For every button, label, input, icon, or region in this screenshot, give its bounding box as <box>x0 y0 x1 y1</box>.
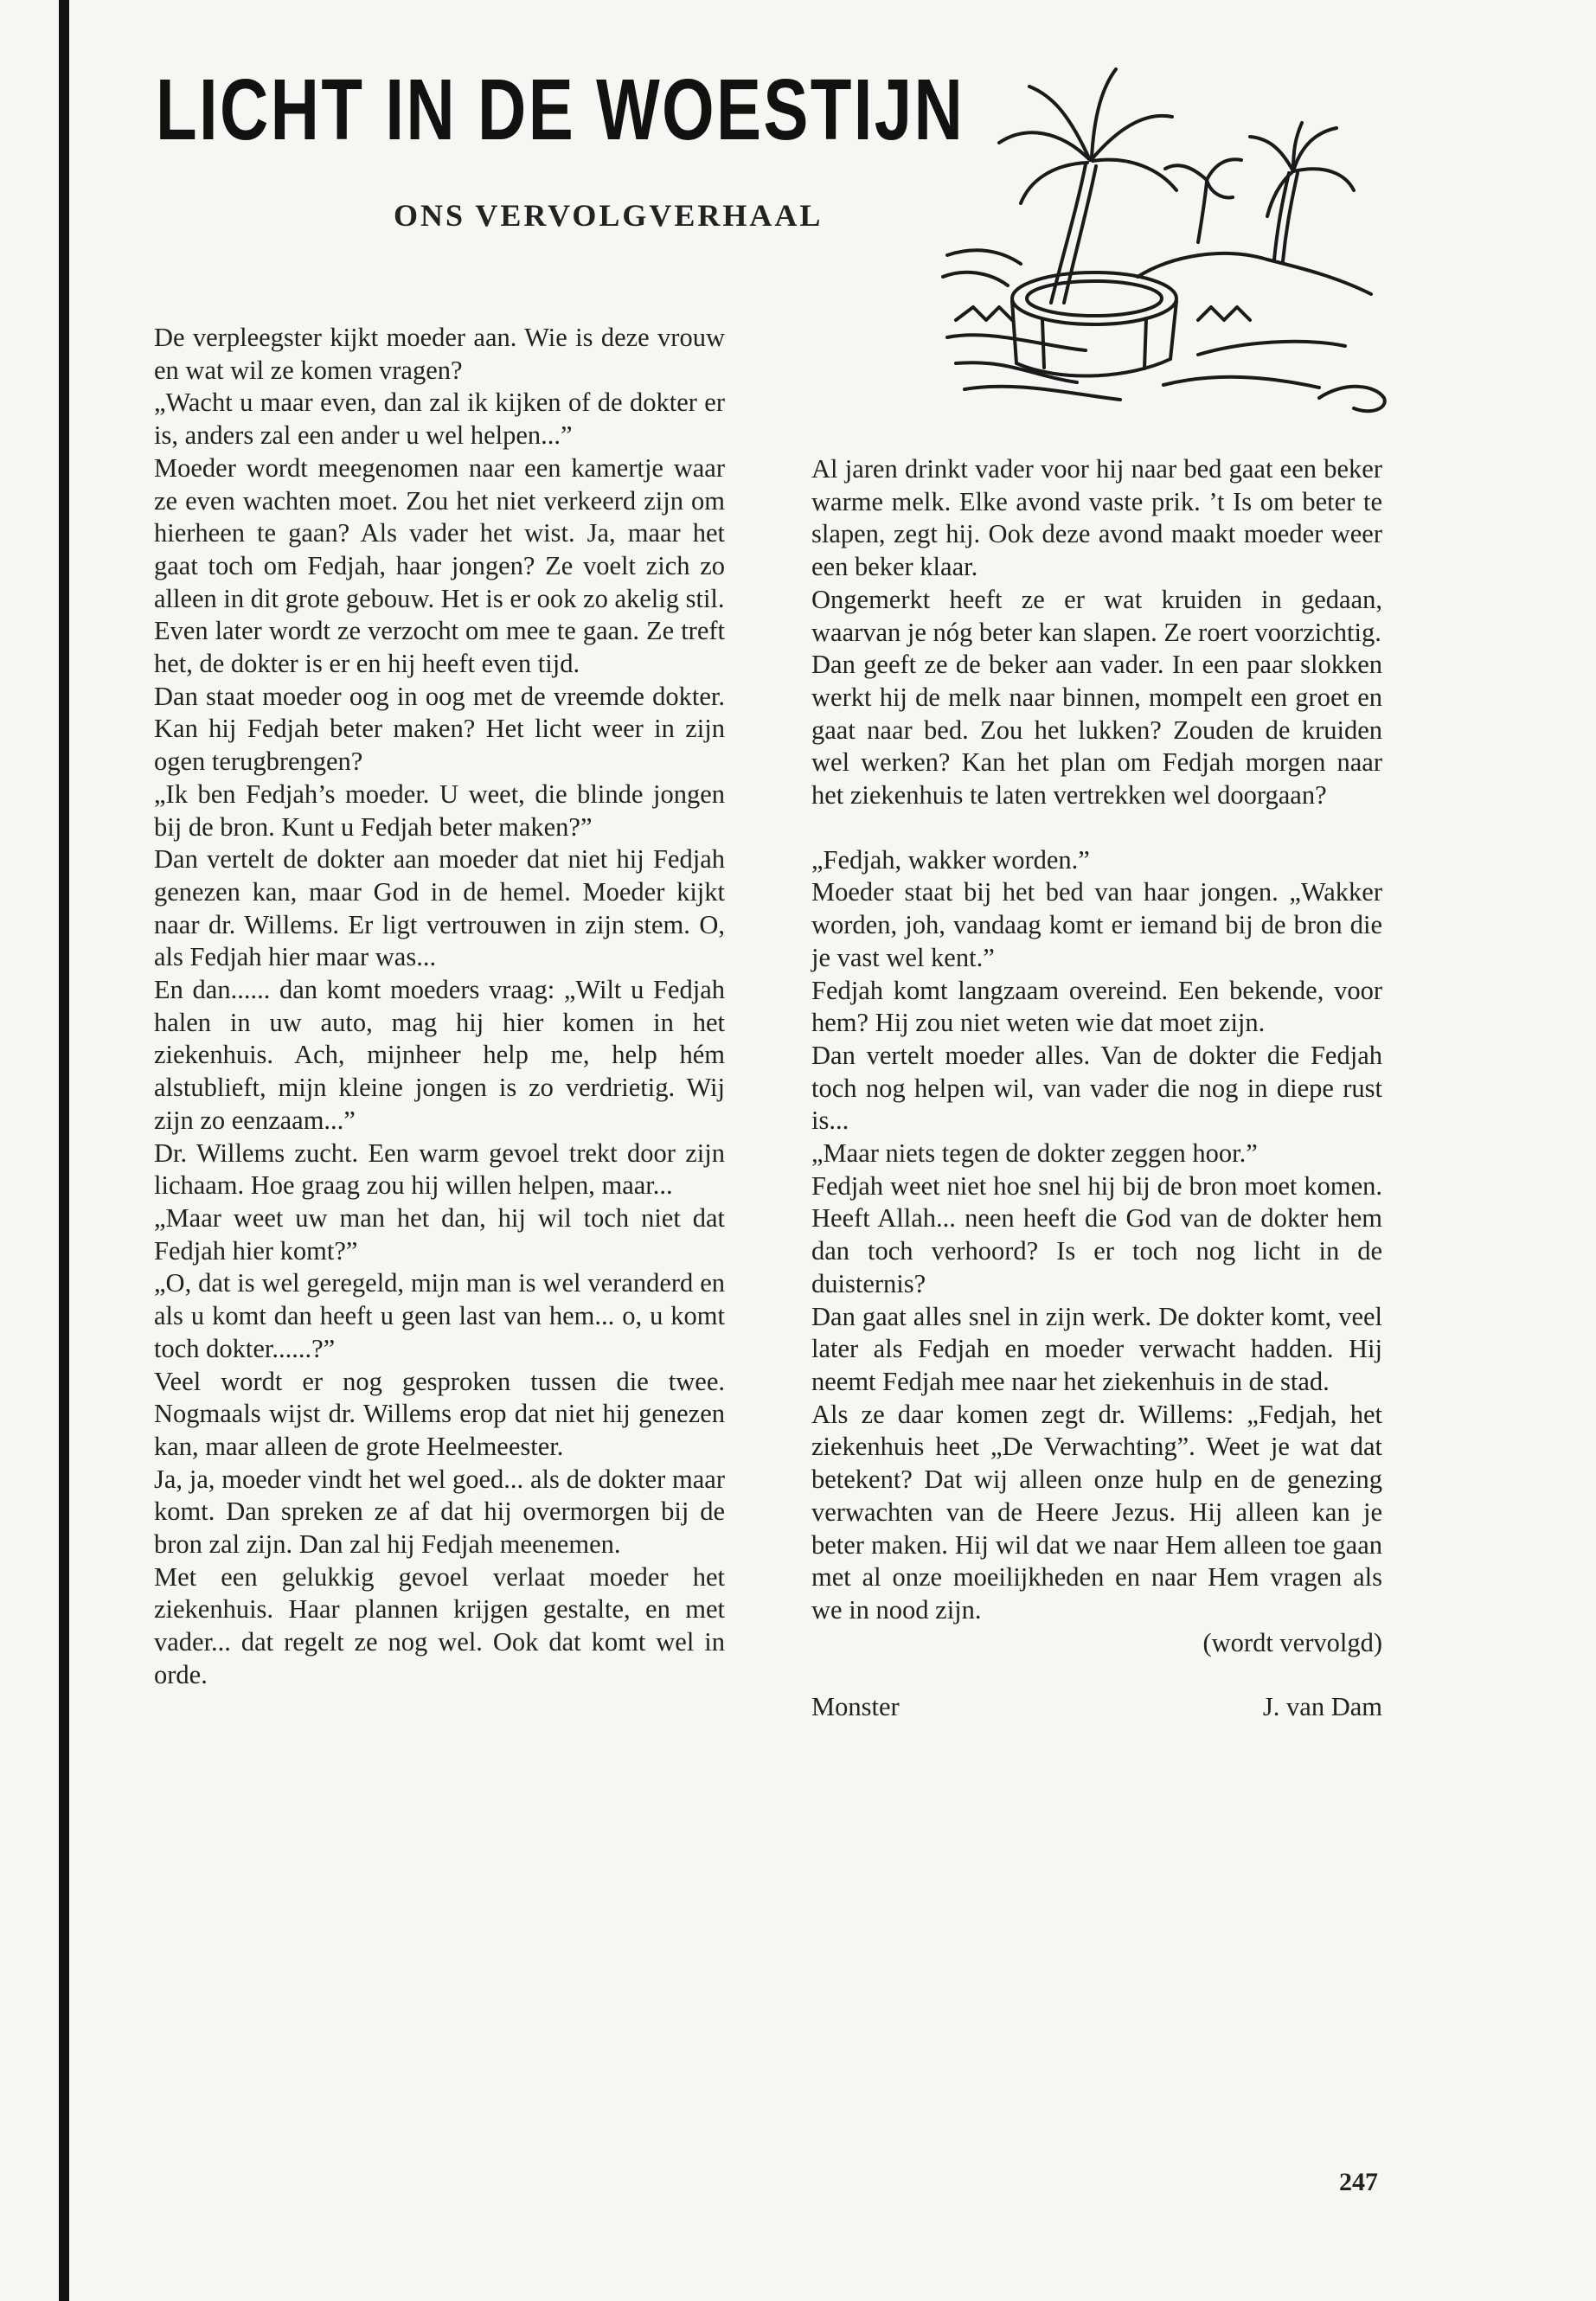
place-name: Monster <box>811 1692 900 1722</box>
paragraph: „Ik ben Fedjah’s moeder. U weet, die blinde jongen bij de bron. Kunt u Fedjah beter maken?” <box>154 779 725 842</box>
paragraph: Met een gelukkig gevoel verlaat moeder het ziekenhuis. Haar plannen krijgen gestalte, en met vader... dat regelt ze nog wel. Ook dat komt wel in orde. <box>154 1561 725 1689</box>
paragraph: „Wacht u maar even, dan zal ik kijken of de dokter er is, anders zal een ander u wel helpen...” <box>154 388 725 451</box>
paragraph: Dan gaat alles snel in zijn werk. De dokter komt, veel later als Fedjah en moeder verwacht hadden. Hij neemt Fedjah mee naar het ziekenhuis in de stad. <box>811 1301 1382 1396</box>
paragraph: Dan vertelt moeder alles. Van de dokter die Fedjah toch nog helpen wil, van vader die nog in diepe rust is... <box>811 1040 1382 1136</box>
paragraph: Dr. Willems zucht. Een warm gevoel trekt door zijn lichaam. Hoe graag zou hij willen helpen, maar... <box>154 1138 725 1201</box>
paragraph: Ongemerkt heeft ze er wat kruiden in gedaan, waarvan je nóg beter kan slapen. Ze roert voorzichtig. <box>811 584 1382 647</box>
paragraph: Dan staat moeder oog in oog met de vreemde dokter. Kan hij Fedjah beter maken? Het licht weer in zijn ogen terugbrengen? <box>154 681 725 777</box>
signature-line <box>811 1691 1382 1724</box>
left-text-column <box>154 322 725 1692</box>
paragraph: Als ze daar komen zegt dr. Willems: „Fedjah, het ziekenhuis heet „De Verwachting”. Weet je wat dat betekent? Dat wij alleen onze hulp en de genezing verwachten van de Heere Jezus. Hij alleen kan je beter maken. Hij wil dat we naar Hem alleen toe gaan met al onze moeilijkheden en naar Hem vragen als we in nood zijn. <box>811 1399 1382 1625</box>
section-break <box>811 1659 1382 1691</box>
section-break <box>811 812 1382 844</box>
paragraph: Moeder wordt meegenomen naar een kamertje waar ze even wachten moet. Zou het niet verkeerd zijn om hierheen te gaan? Als vader het wist. Ja, maar het gaat toch om Fedjah, haar jongen? Ze voelt zich zo alleen in dit grote gebouw. Het is er ook zo akelig stil. <box>154 452 725 613</box>
paragraph: Fedjah komt langzaam overeind. Een bekende, voor hem? Hij zou niet weten wie dat moet zijn. <box>811 975 1382 1038</box>
paragraph: Moeder staat bij het bed van haar jongen. „Wakker worden, joh, vandaag komt er iemand bij de bron die je vast wel kent.” <box>811 877 1382 972</box>
paragraph: Dan vertelt de dokter aan moeder dat niet hij Fedjah genezen kan, maar God in de hemel. Moeder kijkt naar dr. Willems. Er ligt vertrouwen in zijn stem. O, als Fedjah hier maar was... <box>154 844 725 972</box>
page-subtitle: ONS VERVOLGVERHAAL <box>394 198 824 233</box>
paragraph: „Maar weet uw man het dan, hij wil toch niet dat Fedjah hier komt?” <box>154 1202 725 1266</box>
continued-note: (wordt vervolgd) <box>1202 1627 1382 1657</box>
paragraph: „O, dat is wel geregeld, mijn man is wel veranderd en als u komt dan heeft u geen last van hem... o, u komt toch dokter......?” <box>154 1268 725 1363</box>
desert-oasis-well-icon <box>939 61 1397 424</box>
paragraph: Veel wordt er nog gesproken tussen die twee. Nogmaals wijst dr. Willems erop dat niet hij genezen kan, maar alleen de grote Heelmeester. <box>154 1366 725 1461</box>
right-text-column <box>811 453 1382 1724</box>
author-name: J. van Dam <box>1262 1692 1382 1722</box>
paragraph: En dan...... dan komt moeders vraag: „Wilt u Fedjah halen in uw auto, mag hij hier komen in het ziekenhuis. Ach, mijnheer help me, help hém alstublieft, mijn kleine jongen is zo verdrietig. Wij zijn zo eenzaam...” <box>154 975 725 1135</box>
paragraph: Fedjah weet niet hoe snel hij bij de bron moet komen. Heeft Allah... neen heeft die God van de dokter hem dan toch verhoord? Is er toch nog licht in de duisternis? <box>811 1170 1382 1298</box>
paragraph: Ja, ja, moeder vindt het wel goed... als de dokter maar komt. Dan spreken ze af dat hij overmorgen bij de bron zal zijn. Dan zal hij Fedjah meenemen. <box>154 1464 725 1560</box>
paragraph: „Fedjah, wakker worden.” <box>811 844 1090 875</box>
paragraph: Dan geeft ze de beker aan vader. In een paar slokken werkt hij de melk naar binnen, mompelt een groet en gaat naar bed. Zou het lukken? Zouden de kruiden wel werken? Kan het plan om Fedjah morgen naar het ziekenhuis te laten vertrekken wel doorgaan? <box>811 650 1382 811</box>
paragraph: „Maar niets tegen de dokter zeggen hoor.” <box>811 1138 1258 1169</box>
paragraph: Al jaren drinkt vader voor hij naar bed gaat een beker warme melk. Elke avond vaste prik. ’t Is om beter te slapen, zegt hij. Ook deze avond maakt moeder weer een beker klaar. <box>811 454 1382 582</box>
paragraph: De verpleegster kijkt moeder aan. Wie is deze vrouw en wat wil ze komen vragen? <box>154 323 725 385</box>
left-margin-rule <box>59 0 69 2301</box>
paragraph: Even later wordt ze verzocht om mee te gaan. Ze treft het, de dokter is er en hij heeft even tijd. <box>154 616 725 679</box>
page-title: LICHT IN DE WOESTIJN <box>156 61 965 158</box>
page-number: 247 <box>1339 2168 1378 2196</box>
